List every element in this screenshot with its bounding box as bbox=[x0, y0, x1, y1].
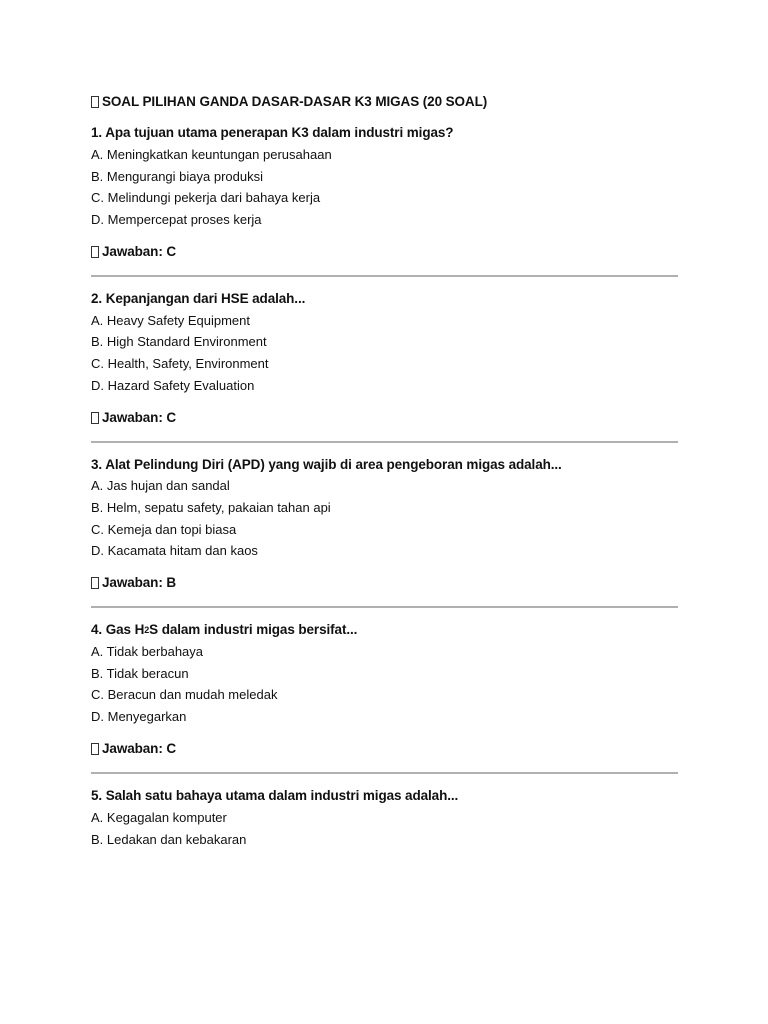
option-list bbox=[91, 641, 679, 728]
option-a: A. Kegagalan komputer bbox=[91, 809, 227, 825]
horizontal-divider bbox=[91, 606, 678, 608]
horizontal-divider bbox=[91, 275, 678, 277]
placeholder-box-icon bbox=[91, 246, 99, 258]
question-4 bbox=[91, 619, 679, 774]
document-page bbox=[91, 90, 679, 850]
option-d: D. Menyegarkan bbox=[91, 709, 187, 725]
placeholder-box-icon bbox=[91, 743, 99, 755]
question-5 bbox=[91, 785, 679, 850]
horizontal-divider bbox=[91, 441, 678, 443]
option-list bbox=[91, 144, 679, 231]
option-b: B. High Standard Environment bbox=[91, 334, 267, 350]
option-c: C. Health, Safety, Environment bbox=[91, 355, 269, 371]
option-list bbox=[91, 310, 679, 397]
question-text: 1. Apa tujuan utama penerapan K3 dalam industri migas? bbox=[91, 125, 454, 140]
answer-text: Jawaban: C bbox=[102, 243, 177, 259]
answer-line bbox=[91, 241, 679, 263]
option-b: B. Mengurangi biaya produksi bbox=[91, 168, 263, 184]
answer-line bbox=[91, 572, 679, 594]
question-text: 4. Gas H 2 S dalam industri migas bersifat... bbox=[91, 619, 679, 641]
option-b: B. Ledakan dan kebakaran bbox=[91, 831, 247, 847]
horizontal-divider bbox=[91, 772, 678, 774]
question-text: 5. Salah satu bahaya utama dalam industri migas adalah... bbox=[91, 788, 459, 803]
option-list bbox=[91, 476, 679, 563]
option-list bbox=[91, 807, 679, 850]
placeholder-box-icon bbox=[91, 577, 99, 589]
option-d: D. Hazard Safety Evaluation bbox=[91, 377, 255, 393]
answer-line bbox=[91, 738, 679, 760]
option-b: B. Helm, sepatu safety, pakaian tahan api bbox=[91, 500, 331, 516]
placeholder-box-icon bbox=[91, 412, 99, 424]
option-b: B. Tidak beracun bbox=[91, 665, 189, 681]
question-text: 3. Alat Pelindung Diri (APD) yang wajib di area pengeboran migas adalah... bbox=[91, 456, 562, 472]
question-3 bbox=[91, 454, 679, 609]
question-1 bbox=[91, 122, 679, 277]
answer-text: Jawaban: C bbox=[102, 409, 177, 425]
document-title bbox=[91, 90, 679, 114]
document-title-text: SOAL PILIHAN GANDA DASAR-DASAR K3 MIGAS (20 SOAL) bbox=[102, 94, 488, 109]
answer-line bbox=[91, 407, 679, 429]
option-d: D. Mempercepat proses kerja bbox=[91, 211, 262, 227]
placeholder-box-icon bbox=[91, 96, 99, 108]
option-a: A. Heavy Safety Equipment bbox=[91, 312, 250, 328]
option-d: D. Kacamata hitam dan kaos bbox=[91, 543, 258, 559]
question-text: 2. Kepanjangan dari HSE adalah... bbox=[91, 290, 306, 306]
option-a: A. Jas hujan dan sandal bbox=[91, 478, 230, 494]
option-a: A. Meningkatkan keuntungan perusahaan bbox=[91, 146, 332, 162]
option-a: A. Tidak berbahaya bbox=[91, 644, 204, 660]
question-text-part: S dalam industri migas bersifat... bbox=[149, 622, 358, 638]
answer-text: Jawaban: C bbox=[102, 741, 177, 756]
answer-text: Jawaban: B bbox=[102, 575, 177, 591]
option-c: C. Melindungi pekerja dari bahaya kerja bbox=[91, 190, 321, 206]
option-c: C. Kemeja dan topi biasa bbox=[91, 521, 237, 537]
option-c: C. Beracun dan mudah meledak bbox=[91, 687, 278, 703]
question-2 bbox=[91, 288, 679, 443]
question-text-part: 4. Gas H bbox=[91, 622, 145, 638]
